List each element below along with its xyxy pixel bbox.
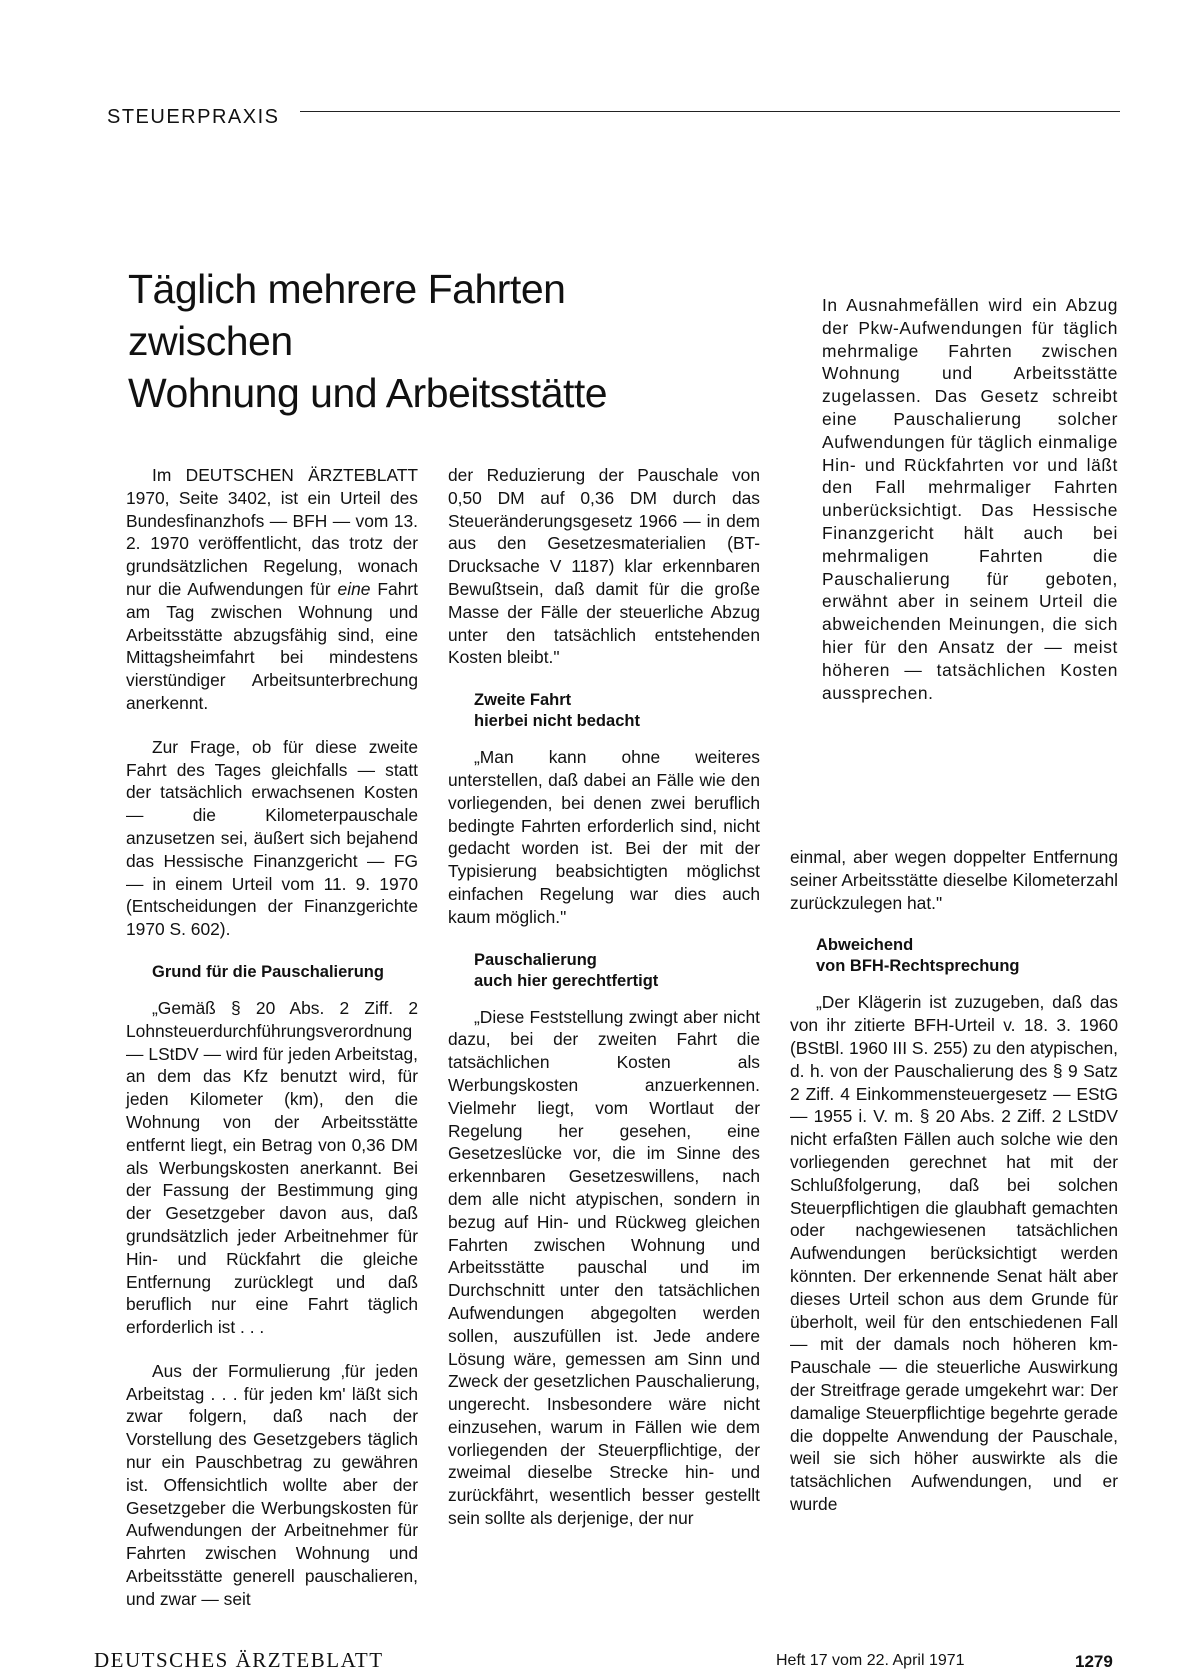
subheading: Grund für die Pauschalierung (152, 962, 384, 981)
article-intro (822, 294, 1118, 704)
subheading (448, 950, 760, 992)
column-3 (790, 846, 1118, 1516)
subheading-line: Pauschalierung (474, 950, 597, 969)
paragraph: einmal, aber wegen doppelter Entfernung seiner Arbeitsstätte dieselbe Kilometerzahl zurückzulegen hat." (790, 847, 1118, 913)
subheading (790, 935, 1118, 977)
subheading-line: hierbei nicht bedacht (474, 712, 640, 731)
paragraph: „Der Klägerin ist zuzugeben, daß das von ihr zitierte BFH-Urteil v. 18. 3. 1960 (BStBl. 1960 III S. 255) zu den atypischen, d. h. von der Pauschalierung des § 9 Satz 2 Ziff. 4 Einkommensteuergesetz — EStG — 1955 i. V. m. § 20 Abs. 2 Ziff. 2 LStDV nicht erfaßten Fällen auch solche wie den vorliegenden gerechnet hat mit der Schlußfolgerung, daß bei solchen Steuerpflichtigen die glaubhaft gemachten oder nachgewiesenen tatsächlichen Aufwendungen berücksichtigt werden könnten. Der erkennende Senat hält aber dieses Urteil schon aus dem Grunde für überholt, weil für den entschiedenen Fall — mit der damals noch höheren km-Pauschale — die steuerliche Auswirkung der Streitfrage gerade umgekehrt war: Der damalige Steuerpflichtige begehrte gerade die doppelte Anwendung der Pauschale, weil sie sich höher auswirkte als die tatsächlichen Aufwendungen, und er wurde (790, 992, 1118, 1514)
subheading-line: Abweichend (816, 936, 914, 955)
footer-page-number: 1279 (1075, 1652, 1113, 1671)
header-rule (300, 111, 1120, 112)
subheading-line: auch hier gerechtfertigt (474, 971, 659, 990)
subheading (448, 690, 760, 732)
section-label: STEUERPRAXIS (107, 106, 280, 128)
paragraph: „Man kann ohne weiteres unterstellen, daß dabei an Fälle wie den vorliegenden, bei denen zwei beruflich bedingte Fahrten erforderlich sind, nicht gedacht worden ist. Bei der mit der Typisierung beabsichtigten möglichst einfachen Regelung war dies auch kaum möglich." (448, 747, 760, 927)
footer-issue: Heft 17 vom 22. April 1971 (776, 1652, 965, 1669)
paragraph: Zur Frage, ob für diese zweite Fahrt des Tages gleichfalls — statt der tatsächlich erwachsenen Kosten — die Kilometerpauschale anzusetzen sei, äußert sich bejahend das Hessische Finanzgericht — FG — in einem Urteil vom 11. 9. 1970 (Entscheidungen der Finanzgerichte 1970 S. 602). (126, 736, 418, 940)
title-line-1: Täglich mehrere Fahrten (128, 266, 566, 312)
article-title (128, 263, 728, 419)
paragraph: der Reduzierung der Pauschale von 0,50 DM auf 0,36 DM durch das Steueränderungsgesetz 1966 — in dem aus den Gesetzesmaterialien (BT-Drucksache V 1187) klar erkennbaren Bewußtsein, daß damit für die große Masse der Fälle der steuerliche Abzug unter den tatsächlich entstehenden Kosten bleibt." (448, 465, 760, 668)
paragraph: „Gemäß § 20 Abs. 2 Ziff. 2 Lohnsteuerdurchführungsverordnung — LStDV — wird für jeden Arbeitstag, an dem das Kfz benutzt wird, für jeden Kilometer (km), den die Wohnung von der Arbeitsstätte entfernt liegt, ein Betrag von 0,36 DM als Werbungskosten anerkannt. Bei der Fassung der Bestimmung ging der Gesetzgeber davon aus, daß grundsätzlich jeder Arbeitnehmer für Hin- und Rückfahrt die gleiche Entfernung zurücklegt und daß beruflich nur eine Fahrt täglich erforderlich ist . . . (126, 997, 418, 1338)
paragraph-text: Fahrt am Tag zwischen Wohnung und Arbeitsstätte abzugsfähig sind, eine Mittagsheimfahrt bei mindestens vierstündiger Arbeitsunterbrechung anerkennt. (126, 578, 418, 713)
paragraph-text: Im DEUTSCHEN ÄRZTEBLATT 1970, Seite 3402, ist ein Urteil des Bundesfinanzhofs — BFH — vom 13. 2. 1970 veröffentlicht, das trotz der grundsätzlichen Regelung, wonach nur die Aufwendungen für (126, 465, 418, 599)
column-2 (448, 464, 760, 1530)
intro-paragraph: In Ausnahmefällen wird ein Abzug der Pkw-Aufwendungen für täglich mehrmalige Fahrten zwischen Wohnung und Arbeitsstätte zugelassen. Das Gesetz schreibt eine Pauschalierung solcher Aufwendungen für täglich einmalige Hin- und Rückfahrten vor und läßt den Fall mehrmaliger Fahrten unberücksichtigt. Das Hessische Finanzgericht hält auch bei mehrmaligen Fahrten die Pauschalierung für geboten, erwähnt aber in seinem Urteil die abweichenden Meinungen, die sich hier für den Ansatz der — meist höheren — tatsächlichen Kosten aussprechen. (822, 295, 1118, 703)
paragraph (126, 464, 418, 715)
footer-journal-name: DEUTSCHES ÄRZTEBLATT (94, 1648, 384, 1672)
column-1 (126, 464, 418, 1611)
paragraph: Aus der Formulierung ‚für jeden Arbeitstag . . . für jeden km' läßt sich zwar folgern, daß nach der Vorstellung des Gesetzgebers täglich nur ein Pauschbetrag zu gewähren ist. Offensichtlich wollte aber der Gesetzgeber die Werbungskosten für Aufwendungen der Arbeitnehmer für Fahrten zwischen Wohnung und Arbeitsstätte generell pauschalieren, und zwar — seit (126, 1360, 418, 1609)
emphasis-text: eine (337, 578, 371, 599)
title-line-3: Wohnung und Arbeitsstätte (128, 370, 608, 416)
paragraph: „Diese Feststellung zwingt aber nicht dazu, bei der zweiten Fahrt die tatsächlichen Kosten als Werbungskosten anzuerkennen. Vielmehr liegt, vom Wortlaut der Regelung her gesehen, eine Gesetzeslücke vor, die im Sinne des erkennbaren Gesetzeswillens, nach dem alle nicht atypischen, sondern in bezug auf Hin- und Rückweg gleichen Fahrten zwischen Wohnung und Arbeitsstätte pauschal und im Durchschnitt unter den tatsächlichen Aufwendungen abgegolten werden sollen, auszufüllen ist. Jede andere Lösung wäre, gemessen am Sinn und Zweck der gesetzlichen Pauschalierung, ungerecht. Insbesondere wäre nicht einzusehen, warum in Fällen wie dem vorliegenden der Steuerpflichtige, der zweimal dieselbe Strecke hin- und zurückfährt, wesentlich besser gestellt sein sollte als derjenige, der nur (448, 1006, 760, 1529)
title-line-2: zwischen (128, 318, 293, 364)
subheading-line: Zweite Fahrt (474, 691, 572, 710)
subheading-line: von BFH-Rechtsprechung (816, 957, 1020, 976)
